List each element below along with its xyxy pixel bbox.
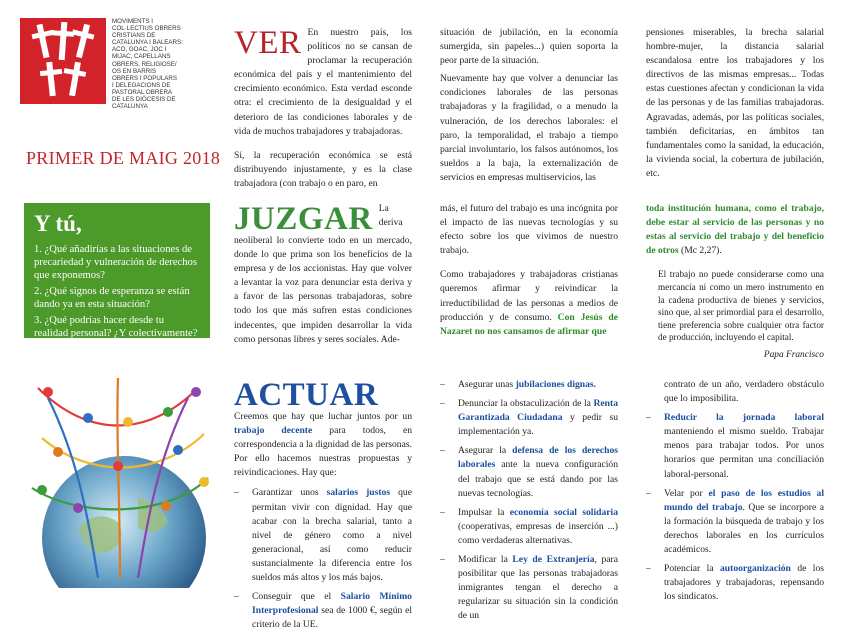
- juzgar-col3: toda institución humana, como el trabajo, debe estar al servicio de las personas y no estas al servicio del trabajo y del beneficio de otros (Mc 2,27). El trabajo no puede considerarse como una mercancía ni como un mero instrumento en la cadena productiva de bienes y servicios, sino que, al ser primordial para el desarrollo, tiene preferencia sobre cualquier otra factor de producción, incluyendo el capital. Papa Francisco: [646, 202, 824, 372]
- ytu-question-3: 3. ¿Qué podrías hacer desde tu realidad personal? ¿Y colectivamente?: [34, 315, 198, 339]
- logo: [20, 18, 106, 104]
- logo-text: MOVIMENTS I COL·LECTIUS OBRERS CRISTIANS DE CATALUNYA I BALEARS: ACO, GOAC, JOC I MIJAC, CAPELLANS OBRERS, RELIGIOSE/ OS EN BARRIS OBRERS I POPULARS I DELEGACIONS DE PASTORAL OBRERA DE LES DIÒCESIS DE CATALUNYA: [112, 18, 183, 111]
- globe-illustration: [28, 378, 212, 588]
- list-item: – Potenciar la autoorganización de los trabajadores y trabajadoras, repensando los sindicatos.: [646, 562, 824, 604]
- ytu-question-1: 1. ¿Qué añadirías a las situaciones de precariedad y vulneración de derechos que exponemos?: [34, 244, 197, 281]
- list-item: – Denunciar la obstaculización de la Renta Garantizada Ciudadana y pedir su implementación ya.: [440, 397, 618, 439]
- ytu-heading: Y tú,: [34, 211, 82, 236]
- list-item: – Garantizar unos salarios justos que permitan vivir con dignidad. Hay que acabar con la brecha salarial, tanto a nivel de género como a nivel generacional, así como reducir sustancialmente la diferencia entre los sueldos más altos y los más bajos.: [234, 486, 412, 585]
- pope-quote: El trabajo no puede considerarse como una mercancía ni como un mero instrumento en la cadena productiva de bienes y servicios, sino que, al ser primordial para el desarrollo, tiene preferencia sobre cualquier otra factor de producción, incluyendo el capital.: [658, 269, 824, 343]
- list-item: – Velar por el paso de los estudios al mundo del trabajo. Que se incorpore a la formación la búsqueda de trabajo y los derechos laborales en los currículos académicos.: [646, 487, 824, 557]
- list-item: – Asegurar la defensa de los derechos laborales ante la nueva configuración del trabajo que se está dando por las nuevas tecnologías.: [440, 444, 618, 500]
- ver-col1: VER En nuestro país, los políticos no se cansan de proclamar la recuperación económica del país y el mantenimiento del crecimiento económico. Esta verdad esconde otra: el crecimiento de la desigualdad y el deterioro de las condiciones laborales y de vida de muchos trabajadores y trabajadoras. Sí, la recuperación económica se está distribuyendo injustamente, y es la clase trabajadora (con trabajo o en paro, en: [234, 25, 412, 189]
- actuar-col1: ACTUAR Creemos que hay que luchar juntos por un trabajo decente para todos, en correspondencia a la dignidad de las personas. Por ello hacemos nuestras propuestas y reivindicaciones. Hay que: – Garantizar unos salarios justos que permitan vivir con dignidad. Hay que acabar con la brecha salarial, tanto a nivel de género como a nivel generacional, así como reducir sustancialmente la diferencia entre los sueldos más altos y los más bajos. – Conseguir que el Salario Mínimo Interprofesional sea de 1000 €, según el criterio de la UE.: [234, 378, 412, 637]
- ver-col2: situación de jubilación, en la economía sumergida, sin papeles...) quien soporta la peor parte de la situación. Nuevamente hay que volver a denunciar las condiciones laborales de las personas trabajadoras y la fragilidad, o a menudo la vulneración, de los derechos laborales: el paro, la temporalidad, el trabajo a tiempo parcial involuntario, los falsos autónomos, los sueldos a la baja, la externalización de servicios en empresas multiservicios, las: [440, 27, 618, 183]
- juzgar-col1: JUZGAR La deriva neoliberal lo convierte todo en un mercado, donde lo que prima son los beneficios de la empresa y de los accionistas. Hay que volver a levantar la voz para denunciar esta deriva y a favor de las personas trabajadoras, sobre todo los que más sufren estas condiciones indecentes, que impiden desarrollar la vida como personas libres y seres sociales. Ade-: [234, 201, 412, 345]
- document-title: PRIMER DE MAIG 2018: [26, 148, 221, 168]
- list-item: – Modificar la Ley de Extranjería, para posibilitar que las personas trabajadoras inmigrantes tengan el derecho a regularizar su situación sin la condición de un: [440, 553, 618, 623]
- ytu-question-2: 2. ¿Qué signos de esperanza se están dando ya en esta situación?: [34, 286, 190, 310]
- actuar-col2: [440, 378, 618, 629]
- logo-crosses-icon: [20, 18, 106, 104]
- list-item: – Conseguir que el Salario Mínimo Interprofesional sea de 1000 €, según el criterio de la UE.: [234, 590, 412, 632]
- list-item: – Reducir la jornada laboral manteniendo el mismo sueldo. Trabajar menos para trabajar todos. Por unos horarios que permitan una conciliación laboral-personal.: [646, 411, 824, 481]
- actuar-col3: contrato de un año, verdadero obstáculo que lo imposibilita. – Reducir la jornada laboral manteniendo el mismo sueldo. Trabajar menos para trabajar todos. Por unos horarios que permitan una conciliación laboral-personal. – Velar por el paso de los estudios al mundo del trabajo. Que se incorpore a la formación la búsqueda de trabajo y los derechos laborales en los currículos académicos. – Potenciar la autoorganización de los trabajadores y trabajadoras, repensando los sindicatos.: [646, 378, 824, 609]
- list-item: – Asegurar unas jubilaciones dignas.: [440, 378, 618, 392]
- ver-col3: pensiones miserables, la brecha salarial hombre-mujer, la distancia salarial escandalosa entre los trabajadores y los directivos de las mismas empresas... Todas estas cuestiones afectan y condicionan la vida de las personas y de las familias trabajadoras. Agravadas, además, por las políticas sociales, también deficitarias, en ámbitos tan fundamentales como la sanidad, la educación, la vivienda social, la cobertura de jubilación, etc.: [646, 27, 824, 179]
- juzgar-col2: más, el futuro del trabajo es una incógnita por el impacto de las nuevas tecnologías y su efecto sobre los que vivimos de nuestro trabajo. Como trabajadores y trabajadoras cristianas queremos afirmar y reivindicar la irreductibilidad de las personas a medios de producción y de consumo. Con Jesús de Nazaret no nos cansamos de afirmar que: [440, 203, 618, 337]
- actuar-heading: ACTUAR: [234, 377, 379, 413]
- ytu-box: [24, 203, 210, 338]
- ver-heading: VER: [234, 25, 302, 61]
- quote-signature: Papa Francisco: [763, 349, 824, 360]
- list-item: – Impulsar la economía social solidaria (cooperativas, empresas de inserción ...) como verdaderas alternativas.: [440, 506, 618, 548]
- juzgar-heading: JUZGAR: [234, 201, 373, 237]
